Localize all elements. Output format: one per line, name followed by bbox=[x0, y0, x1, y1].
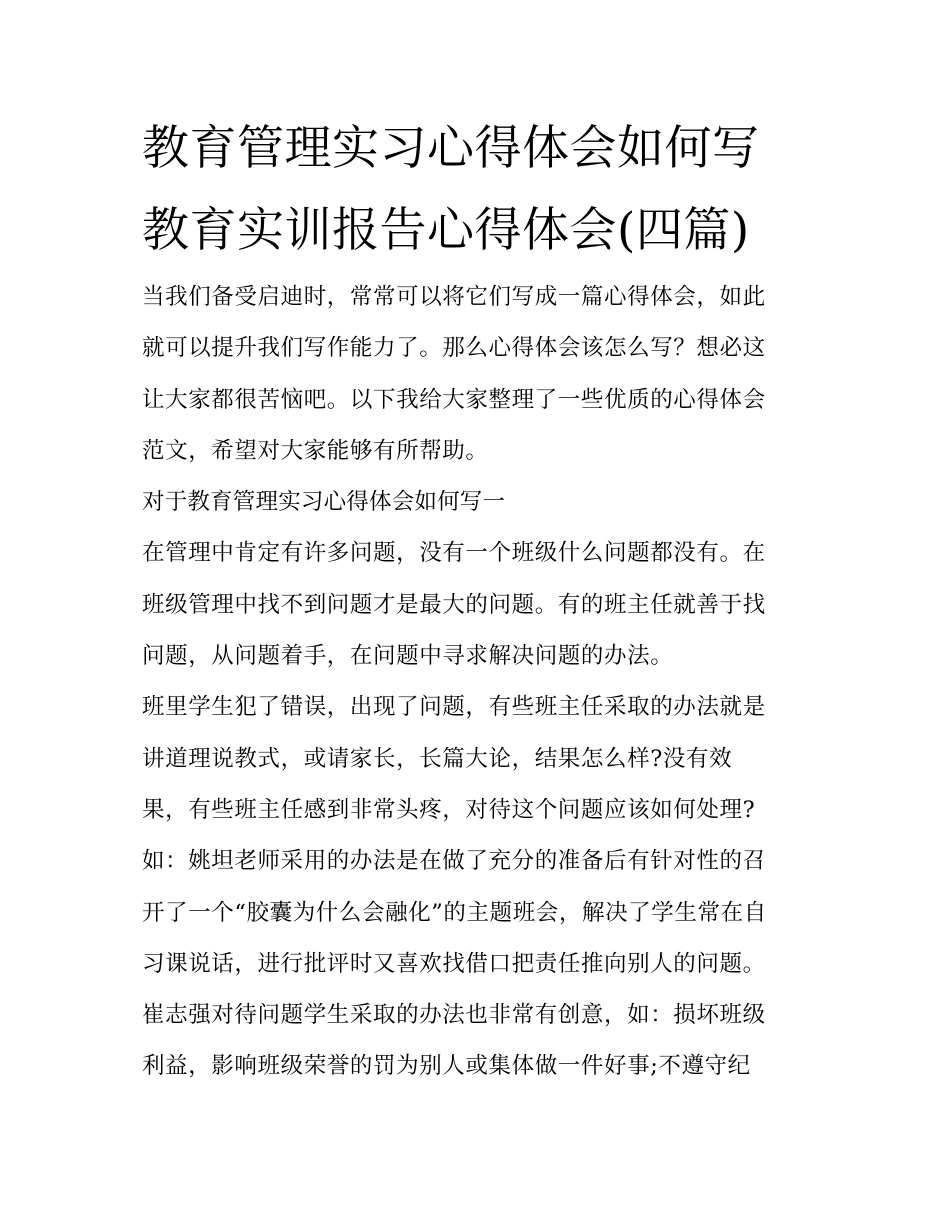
intro-line-3: 让大家都很苦恼吧。以下我给大家整理了一些优质的心得体会 bbox=[142, 386, 766, 413]
paragraph-line: 果，有些班主任感到非常头疼，对待这个问题应该如何处理? bbox=[142, 796, 756, 823]
paragraph-line: 讲道理说教式，或请家长，长篇大论，结果怎么样?没有效 bbox=[142, 745, 733, 772]
paragraph-line: 崔志强对待问题学生采取的办法也非常有创意，如：损坏班级 bbox=[142, 1002, 766, 1029]
paragraph-line: 开了一个“胶囊为什么会融化”的主题班会，解决了学生常在自 bbox=[142, 899, 767, 926]
intro-line-1: 当我们备受启迪时，常常可以将它们写成一篇心得体会，如此 bbox=[142, 284, 766, 310]
document-title bbox=[142, 108, 822, 272]
paragraph-line: 利益，影响班级荣誉的罚为别人或集体做一件好事;不遵守纪 bbox=[142, 1053, 751, 1080]
paragraph-line: 如：姚坦老师采用的办法是在做了充分的准备后有针对性的召 bbox=[142, 848, 766, 875]
intro-line-4: 范文，希望对大家能够有所帮助。 bbox=[142, 437, 489, 464]
paragraph-line: 班级管理中找不到问题才是最大的问题。有的班主任就善于找 bbox=[142, 591, 766, 618]
document-body bbox=[142, 272, 822, 1093]
title-line-2: 教育实训报告心得体会(四篇) bbox=[142, 203, 750, 258]
paragraph-line: 习课说话，进行批评时又喜欢找借口把责任推向别人的问题。 bbox=[142, 950, 766, 977]
title-line-1: 教育管理实习心得体会如何写 bbox=[142, 121, 760, 176]
paragraph-line: 问题，从问题着手，在问题中寻求解决问题的办法。 bbox=[142, 643, 674, 670]
section-heading: 对于教育管理实习心得体会如何写一 bbox=[142, 489, 506, 516]
paragraph-line: 班里学生犯了错误，出现了问题，有些班主任采取的办法就是 bbox=[142, 694, 766, 721]
paragraph-line: 在管理中肯定有许多问题，没有一个班级什么问题都没有。在 bbox=[142, 540, 766, 567]
intro-line-2: 就可以提升我们写作能力了。那么心得体会该怎么写？想必这 bbox=[142, 335, 766, 362]
